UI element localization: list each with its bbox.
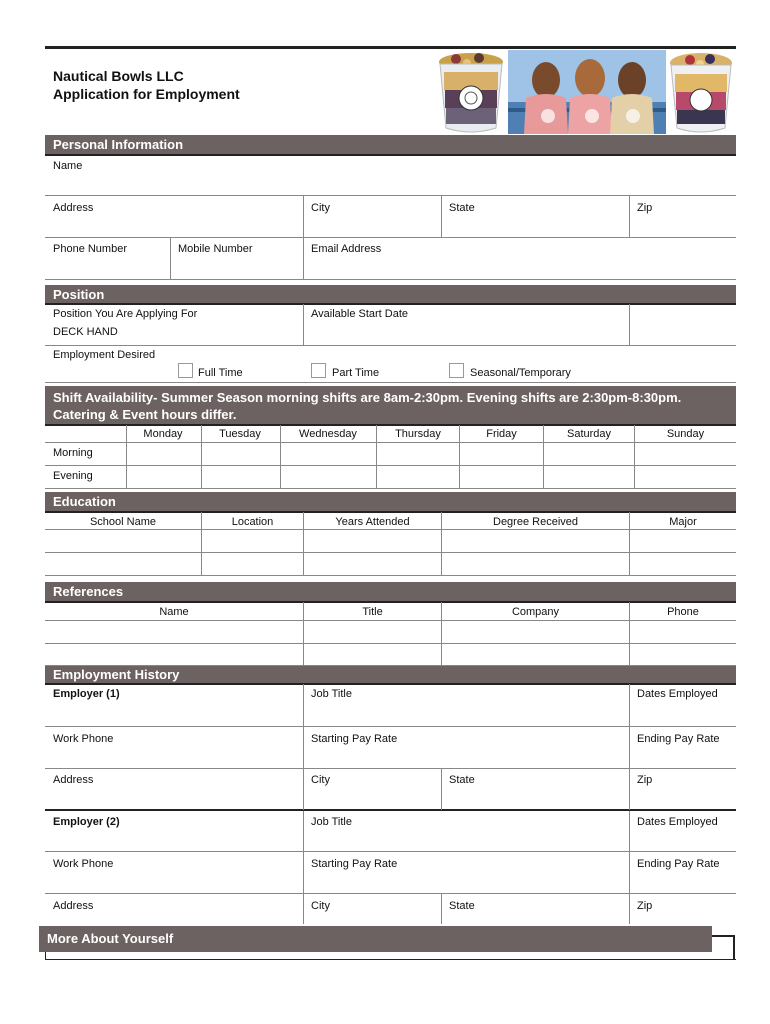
ref-col-title: Title (362, 606, 383, 618)
job-title-label-2: Job Title (311, 816, 352, 828)
divider (201, 512, 202, 575)
divider (170, 237, 171, 279)
ending-pay-label-1: Ending Pay Rate (637, 733, 720, 745)
address-label: Address (53, 202, 94, 214)
zip-label-2: Zip (637, 900, 653, 912)
edu-col-years: Years Attended (335, 516, 410, 528)
divider (45, 424, 736, 426)
divider (303, 684, 304, 810)
divider (45, 195, 736, 196)
edu-col-major: Major (669, 516, 697, 528)
top-rule (45, 46, 736, 49)
divider (45, 768, 736, 769)
state-label-2: State (449, 900, 475, 912)
divider (45, 575, 736, 576)
divider (629, 304, 630, 345)
day-thursday: Thursday (395, 428, 441, 440)
divider (45, 511, 736, 513)
divider (303, 602, 304, 665)
address-label-2: Address (53, 900, 94, 912)
divider (629, 811, 630, 924)
edu-col-school: School Name (89, 516, 157, 528)
divider (629, 602, 630, 665)
day-wednesday: Wednesday (299, 428, 357, 440)
city-label-1: City (311, 774, 330, 786)
divider (45, 345, 736, 346)
divider (45, 809, 736, 811)
divider (45, 529, 736, 530)
edu-col-location: Location (231, 516, 274, 528)
divider (45, 237, 736, 238)
email-label: Email Address (311, 243, 382, 255)
divider (303, 512, 304, 575)
divider (45, 442, 736, 443)
divider (45, 726, 736, 727)
day-saturday: Saturday (566, 428, 612, 440)
divider (45, 279, 736, 280)
divider (303, 195, 304, 237)
dates-employed-label-1: Dates Employed (637, 688, 718, 700)
team-photo-image (508, 50, 666, 134)
seasonal-label: Seasonal/Temporary (470, 367, 571, 379)
address-label-1: Address (53, 774, 94, 786)
divider (303, 304, 304, 345)
divider (45, 382, 736, 383)
divider (459, 425, 460, 488)
employment-desired-label: Employment Desired (53, 349, 156, 361)
divider (45, 683, 736, 685)
acai-bowl-image-right (666, 50, 736, 134)
name-label: Name (53, 160, 83, 172)
divider (634, 425, 635, 488)
divider (45, 959, 736, 960)
section-personal-information: Personal Information (45, 135, 736, 155)
day-sunday: Sunday (666, 428, 705, 440)
seasonal-checkbox[interactable] (449, 363, 464, 378)
divider (45, 303, 736, 305)
state-label-1: State (449, 774, 475, 786)
part-time-label: Part Time (332, 367, 380, 379)
dates-employed-label-2: Dates Employed (637, 816, 718, 828)
divider (201, 425, 202, 488)
ref-col-name: Name (159, 606, 189, 618)
position-applying-value[interactable]: DECK HAND (53, 326, 118, 338)
section-education: Education (45, 492, 736, 512)
divider (629, 195, 630, 237)
start-date-label: Available Start Date (311, 308, 409, 320)
divider (543, 425, 544, 488)
divider (45, 601, 736, 603)
divider (303, 237, 304, 279)
position-applying-label: Position You Are Applying For (53, 308, 198, 320)
divider (45, 465, 736, 466)
employer2-label: Employer (2) (53, 816, 120, 828)
page-title: Application for Employment (53, 86, 240, 102)
divider (45, 552, 736, 553)
section-employment-history: Employment History (45, 666, 736, 684)
divider (45, 851, 736, 852)
divider (441, 512, 442, 575)
divider (441, 893, 442, 924)
company-name: Nautical Bowls LLC (53, 68, 184, 84)
full-time-checkbox[interactable] (178, 363, 193, 378)
divider (441, 602, 442, 665)
divider (629, 512, 630, 575)
divider (303, 811, 304, 924)
ending-pay-label-2: Ending Pay Rate (637, 858, 720, 870)
divider (45, 643, 736, 644)
section-references: References (45, 582, 736, 602)
work-phone-label-1: Work Phone (53, 733, 114, 745)
day-tuesday: Tuesday (219, 428, 261, 440)
ref-col-company: Company (511, 606, 560, 618)
frame-corner (712, 935, 735, 959)
morning-label: Morning (53, 447, 93, 459)
zip-label-1: Zip (637, 774, 653, 786)
evening-label: Evening (53, 470, 93, 482)
starting-pay-label-1: Starting Pay Rate (311, 733, 398, 745)
section-more-about-yourself: More About Yourself (39, 926, 712, 952)
work-phone-label-2: Work Phone (53, 858, 114, 870)
city-label: City (311, 202, 330, 214)
divider (376, 425, 377, 488)
full-time-label: Full Time (198, 367, 243, 379)
divider (629, 684, 630, 810)
section-position: Position (45, 285, 736, 304)
part-time-checkbox[interactable] (311, 363, 326, 378)
divider (126, 425, 127, 488)
phone-label: Phone Number (53, 243, 127, 255)
divider (45, 893, 736, 894)
edu-col-degree: Degree Received (493, 516, 578, 528)
ref-col-phone: Phone (667, 606, 699, 618)
job-title-label-1: Job Title (311, 688, 352, 700)
zip-label: Zip (637, 202, 653, 214)
city-label-2: City (311, 900, 330, 912)
divider (45, 488, 736, 489)
day-monday: Monday (143, 428, 183, 440)
starting-pay-label-2: Starting Pay Rate (311, 858, 398, 870)
employer1-label: Employer (1) (53, 688, 120, 700)
divider (280, 425, 281, 488)
state-label: State (449, 202, 475, 214)
mobile-label: Mobile Number (178, 243, 253, 255)
day-friday: Friday (486, 428, 517, 440)
section-shift-availability: Shift Availability- Summer Season morning shifts are 8am-2:30pm. Evening shifts are 2:30pm-8:30pm. Catering & Event hours differ. (45, 386, 736, 424)
divider (441, 768, 442, 810)
divider (441, 195, 442, 237)
acai-bowl-image-left (434, 50, 508, 134)
divider (45, 620, 736, 621)
divider (45, 154, 736, 156)
